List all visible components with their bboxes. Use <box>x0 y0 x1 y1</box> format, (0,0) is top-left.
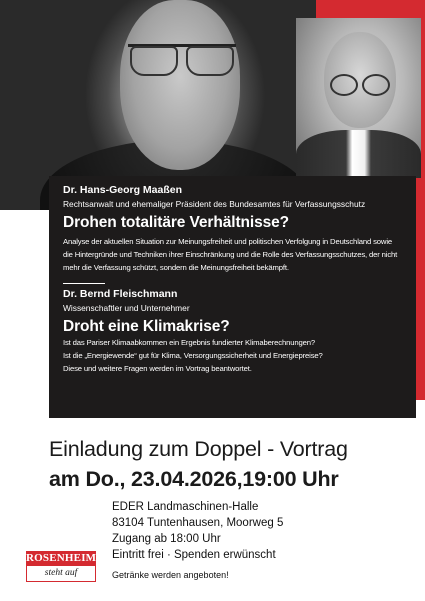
invitation <box>49 434 348 494</box>
speaker2-suit <box>296 130 421 178</box>
speaker1-role: Rechtsanwalt und ehemaliger Präsident des Bundesamtes für Verfassungsschutz <box>63 199 366 209</box>
venue-location: EDER Landmaschinen-Halle <box>112 501 259 513</box>
speaker2-questions <box>63 336 402 375</box>
venue-details <box>112 499 283 583</box>
rosenheim-logo <box>26 551 96 583</box>
venue-drinks: Getränke werden angeboten! <box>112 570 229 580</box>
logo-top-text: ROSENHEIM <box>26 552 97 564</box>
invitation-date: am Do., 23.04.2026,19:00 Uhr <box>49 467 339 491</box>
venue-entry: Eintritt frei · Spenden erwünscht <box>112 549 276 561</box>
divider <box>63 283 105 284</box>
venue-access: Zugang ab 18:00 Uhr <box>112 533 221 545</box>
speaker2-headline: Droht eine Klimakrise? <box>63 318 230 335</box>
speaker2-name: Dr. Bernd Fleischmann <box>63 288 178 300</box>
speaker2-role: Wissenschaftler und Unternehmer <box>63 303 190 313</box>
speaker1-abstract: Analyse der aktuellen Situation zur Meinungsfreiheit und politischen Verfolgung in Deutschland sowie die Hintergründe und Techniken ihrer Einschränkung und die Rolle des Verfassungsschutzes, der nicht mehr die Verfassung schützt, sondern die Meinungsfreiheit bekämpft. <box>63 237 398 272</box>
speaker2-glasses <box>328 74 392 92</box>
venue-address: 83104 Tuntenhausen, Moorweg 5 <box>112 517 284 529</box>
question-line: Ist das Pariser Klimaabkommen ein Ergebnis fundierter Klimaberechnungen? <box>63 338 315 347</box>
question-line: Diese und weitere Fragen werden im Vortrag beantwortet. <box>63 364 252 373</box>
speaker1-face <box>120 0 240 170</box>
logo-bottom-text: steht auf <box>26 565 96 582</box>
speaker1-glasses <box>128 44 236 72</box>
question-line: Ist die „Energiewende“ gut für Klima, Versorgungssicherheit und Energiepreise? <box>63 351 323 360</box>
invitation-title: Einladung zum Doppel - Vortrag <box>49 437 348 461</box>
speaker1-name: Dr. Hans-Georg Maaßen <box>63 184 183 196</box>
speaker2-photo <box>296 18 421 178</box>
speaker1-headline: Drohen totalitäre Verhältnisse? <box>63 214 290 231</box>
info-box <box>49 176 416 418</box>
